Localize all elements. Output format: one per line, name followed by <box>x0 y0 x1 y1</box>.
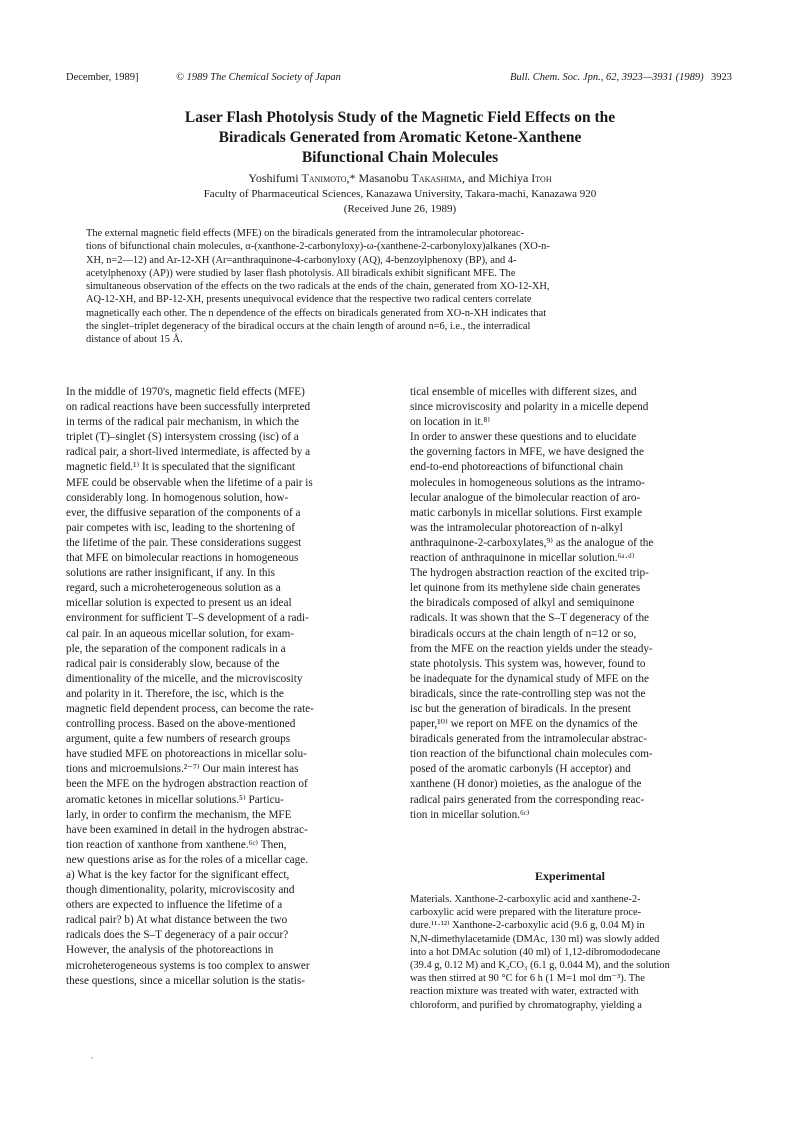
text-line: reaction of anthraquinone in micellar solution.⁶ᵃ·ᵈ⁾ <box>410 552 635 565</box>
text-line: be inadequate for the dynamical study of MFE on the <box>410 672 649 685</box>
text-line: magnetically each other. The n dependence of the effects on biradicals generated from XO-n-XH indicates that <box>86 307 547 319</box>
header-issue-date: December, 1989] <box>66 72 139 83</box>
text-line: ple, the separation of the component radicals in a <box>66 642 286 655</box>
text-line: on radical reactions have been successfully interpreted <box>66 401 311 414</box>
text-line: chloroform, and purified by chromatography, yielding a <box>410 999 642 1011</box>
text-line: distance of about 15 Å. <box>86 334 183 346</box>
text-line: dimentionality of the micelle, and the microviscosity <box>66 672 303 685</box>
text-line: into a hot DMAc solution (40 ml) of 1,12-dibromododecane <box>410 946 661 958</box>
text-line: cal pair. In an aqueous micellar solution, for exam- <box>66 627 295 640</box>
text-line: triplet (T)–singlet (S) intersystem crossing (isc) of a <box>66 431 299 444</box>
article-title <box>100 108 700 168</box>
text-line: larly, in order to confirm the mechanism, the MFE <box>66 808 292 821</box>
text-line: matic carbonyls in micellar solutions. First example <box>410 506 643 519</box>
text-line: the governing factors in MFE, we have designed the <box>410 446 644 459</box>
text-line: radical pair, a short-lived intermediate, is affected by a <box>66 446 311 459</box>
title-line: Biradicals Generated from Aromatic Ketone-Xanthene <box>218 129 582 146</box>
text-line: that MFE on bimolecular reactions in homogeneous <box>66 552 299 565</box>
text-line: since microviscosity and polarity in a micelle depend <box>410 401 649 414</box>
text-line: tion in micellar solution.⁶ᶜ⁾ <box>410 808 530 821</box>
header-citation: Bull. Chem. Soc. Jpn., 62, 3923—3931 (1989) <box>510 72 704 83</box>
text-line: in terms of the radical pair mechanism, in which the <box>66 416 299 429</box>
text-line: However, the analysis of the photoreactions in <box>66 944 274 957</box>
text-line: magnetic field dependent process, can become the rate- <box>66 702 314 715</box>
text-line: considerably long. In homogenous solution, how- <box>66 491 289 504</box>
text-line: xanthene (H donor) moieties, as the analogue of the <box>410 778 642 791</box>
text-line: state photolysis. This system was, however, found to <box>410 657 646 670</box>
text-line: posed of the aromatic carbonyls (H acceptor) and <box>410 763 631 776</box>
text-line: regard, such a microheterogeneous solution as a <box>66 582 281 595</box>
text-line: micellar solution is expected to present us an ideal <box>66 597 292 610</box>
text-line: environment for sufficient T–S development of a radi- <box>66 612 309 625</box>
title-line: Laser Flash Photolysis Study of the Magnetic Field Effects on the <box>184 109 616 126</box>
text-line: been the MFE on the hydrogen abstraction reaction of <box>66 778 308 791</box>
text-line: radicals does the S–T degeneracy of a pair occur? <box>66 929 289 942</box>
text-line: The hydrogen abstraction reaction of the excited trip- <box>410 567 649 580</box>
text-line: argument, quite a few numbers of research groups <box>66 733 291 746</box>
text-line: aromatic ketones in micellar solutions.⁵⁾ Particu- <box>66 793 284 806</box>
text-line: have studied MFE on photoreactions in micellar solu- <box>66 748 307 761</box>
text-line: tions of bifunctional chain molecules, α-(xanthone-2-carbonyloxy)-ω-(xanthene-2-carbonyloxy)alkanes (XO-n- <box>86 241 550 253</box>
author-surname: Takashima <box>411 171 462 185</box>
text-line: end-to-end photoreactions of bifunctional chain <box>410 461 624 474</box>
text-line: lecular analogue of the bimolecular reaction of aro- <box>410 491 641 504</box>
text-line: acetylphenoxy (AP)) were studied by laser flash photolysis. All biradicals exhibit significant MFE. The <box>86 267 516 279</box>
text-line: biradicals occurs at the chain length of n=12 or so, <box>410 627 637 640</box>
text-line: the singlet–triplet degeneracy of the biradical occurs at the chain length of around n=6, i.e., the interradical <box>86 321 531 333</box>
author-surname: Itoh <box>531 171 552 185</box>
text-line: let quinone from its methylene side chain generates <box>410 582 641 595</box>
text-line: from the MFE on the reaction yields under the steady- <box>410 642 653 655</box>
body-column-right <box>410 385 730 823</box>
section-heading-experimental: Experimental <box>535 869 605 883</box>
text-line: solutions are rather insignificant, if any. In this <box>66 567 275 580</box>
text-line: controlling process. Based on the above-mentioned <box>66 718 296 731</box>
text-line: a) What is the key factor for the significant effect, <box>66 869 290 881</box>
experimental-section <box>410 893 730 1012</box>
text-line: radical pair? b) At what distance between the two <box>66 914 288 927</box>
text-line: these questions, since a micellar solution is the statis- <box>66 974 305 987</box>
abstract <box>86 227 696 347</box>
text-line: (39.4 g, 0.12 M) and K₂CO₃ (6.1 g, 0.044 M), and the solution <box>410 960 670 972</box>
text-line: XH, n=2—12) and Ar-12-XH (Ar=anthraquinone-4-carbonyloxy (AQ), 4-benzoylphenoxy (BP), and 4- <box>86 254 517 266</box>
text-line: In order to answer these questions and to elucidate <box>410 431 637 444</box>
header-copyright: © 1989 The Chemical Society of Japan <box>176 72 341 83</box>
text-line: tions and microemulsions.²⁻⁷⁾ Our main interest has <box>66 763 299 776</box>
text-line: ever, the diffusive separation of the components of a <box>66 506 301 519</box>
text-line: microheterogeneous systems is too complex to answer <box>66 959 310 972</box>
text-line: MFE could be observable when the lifetime of a pair is <box>66 476 313 489</box>
text-line: biradicals generated from the intramolecular abstrac- <box>410 733 647 746</box>
author-surname: Tanimoto <box>301 171 347 185</box>
text-line: dure.¹¹·¹²⁾ Xanthone-2-carboxylic acid (9.6 g, 0.04 M) in <box>410 920 645 932</box>
received-date: (Received June 26, 1989) <box>343 203 457 215</box>
page-speck <box>91 1057 93 1059</box>
author-list: Yoshifumi Tanimoto,* Masanobu Takashima, and Michiya Itoh <box>248 171 552 185</box>
text-line: anthraquinone-2-carboxylates,⁹⁾ as the analogue of the <box>410 536 654 549</box>
text-line: magnetic field.¹⁾ It is speculated that the significant <box>66 461 296 474</box>
text-line: have been examined in detail in the hydrogen abstrac- <box>66 823 308 836</box>
text-line: was then stirred at 90 °C for 6 h (1 M=1 mol dm⁻³). The <box>410 973 645 985</box>
running-header <box>66 70 732 86</box>
body-column-left <box>66 385 384 989</box>
text-line: the lifetime of the pair. These considerations suggest <box>66 536 302 549</box>
text-line: radical pair is considerably slow, because of the <box>66 657 280 670</box>
text-line: In the middle of 1970's, magnetic field effects (MFE) <box>66 386 305 398</box>
text-line: Materials. Xanthone-2-carboxylic acid and xanthene-2- <box>410 894 641 905</box>
text-line: biradicals, since the rate-controlling step was not the <box>410 687 646 700</box>
text-line: N,N-dimethylacetamide (DMAc, 130 ml) was slowly added <box>410 933 660 945</box>
title-line: Bifunctional Chain Molecules <box>301 149 499 166</box>
text-line: molecules in homogeneous solutions as the intramo- <box>410 476 645 489</box>
text-line: isc but the generation of biradicals. In the present <box>410 702 631 715</box>
text-line: the biradicals composed of alkyl and semiquinone <box>410 597 635 610</box>
text-line: was the intramolecular photoreaction of n-alkyl <box>410 521 623 534</box>
affiliation: Faculty of Pharmaceutical Sciences, Kanazawa University, Takara-machi, Kanazawa 920 <box>203 188 597 200</box>
text-line: pair competes with isc, leading to the shortening of <box>66 521 295 534</box>
text-line: radicals. It was shown that the S–T degeneracy of the <box>410 612 650 625</box>
text-line: tion reaction of the bifunctional chain molecules com- <box>410 748 653 761</box>
text-line: new questions arise as for the roles of a micellar cage. <box>66 853 308 866</box>
text-line: on location in it.⁸⁾ <box>410 416 490 429</box>
text-line: and polarity in it. Therefore, the isc, which is the <box>66 687 284 700</box>
text-line: others are expected to influence the lifetime of a <box>66 899 283 912</box>
text-line: though dimentionality, polarity, microviscosity and <box>66 884 295 897</box>
text-line: radical pairs generated from the corresponding reac- <box>410 793 645 806</box>
text-line: tical ensemble of micelles with different sizes, and <box>410 386 637 398</box>
text-line: simultaneous observation of the effects on the two radicals at the ends of the chain, generated from XO-12-XH, <box>86 281 550 293</box>
text-line: carboxylic acid were prepared with the literature proce- <box>410 907 642 919</box>
text-line: The external magnetic field effects (MFE) on the biradicals generated from the intramolecular photoreac- <box>86 228 525 239</box>
text-line: reaction mixture was treated with water, extracted with <box>410 986 639 998</box>
text-line: AQ-12-XH, and BP-12-XH, presents unequivocal evidence that the respective two radical centers correlate <box>86 294 532 306</box>
header-page-number: 3923 <box>711 72 732 83</box>
text-line: tion reaction of xanthone from xanthene.⁶ᶜ⁾ Then, <box>66 838 287 851</box>
text-line: paper,¹⁰⁾ we report on MFE on the dynamics of the <box>410 718 638 731</box>
